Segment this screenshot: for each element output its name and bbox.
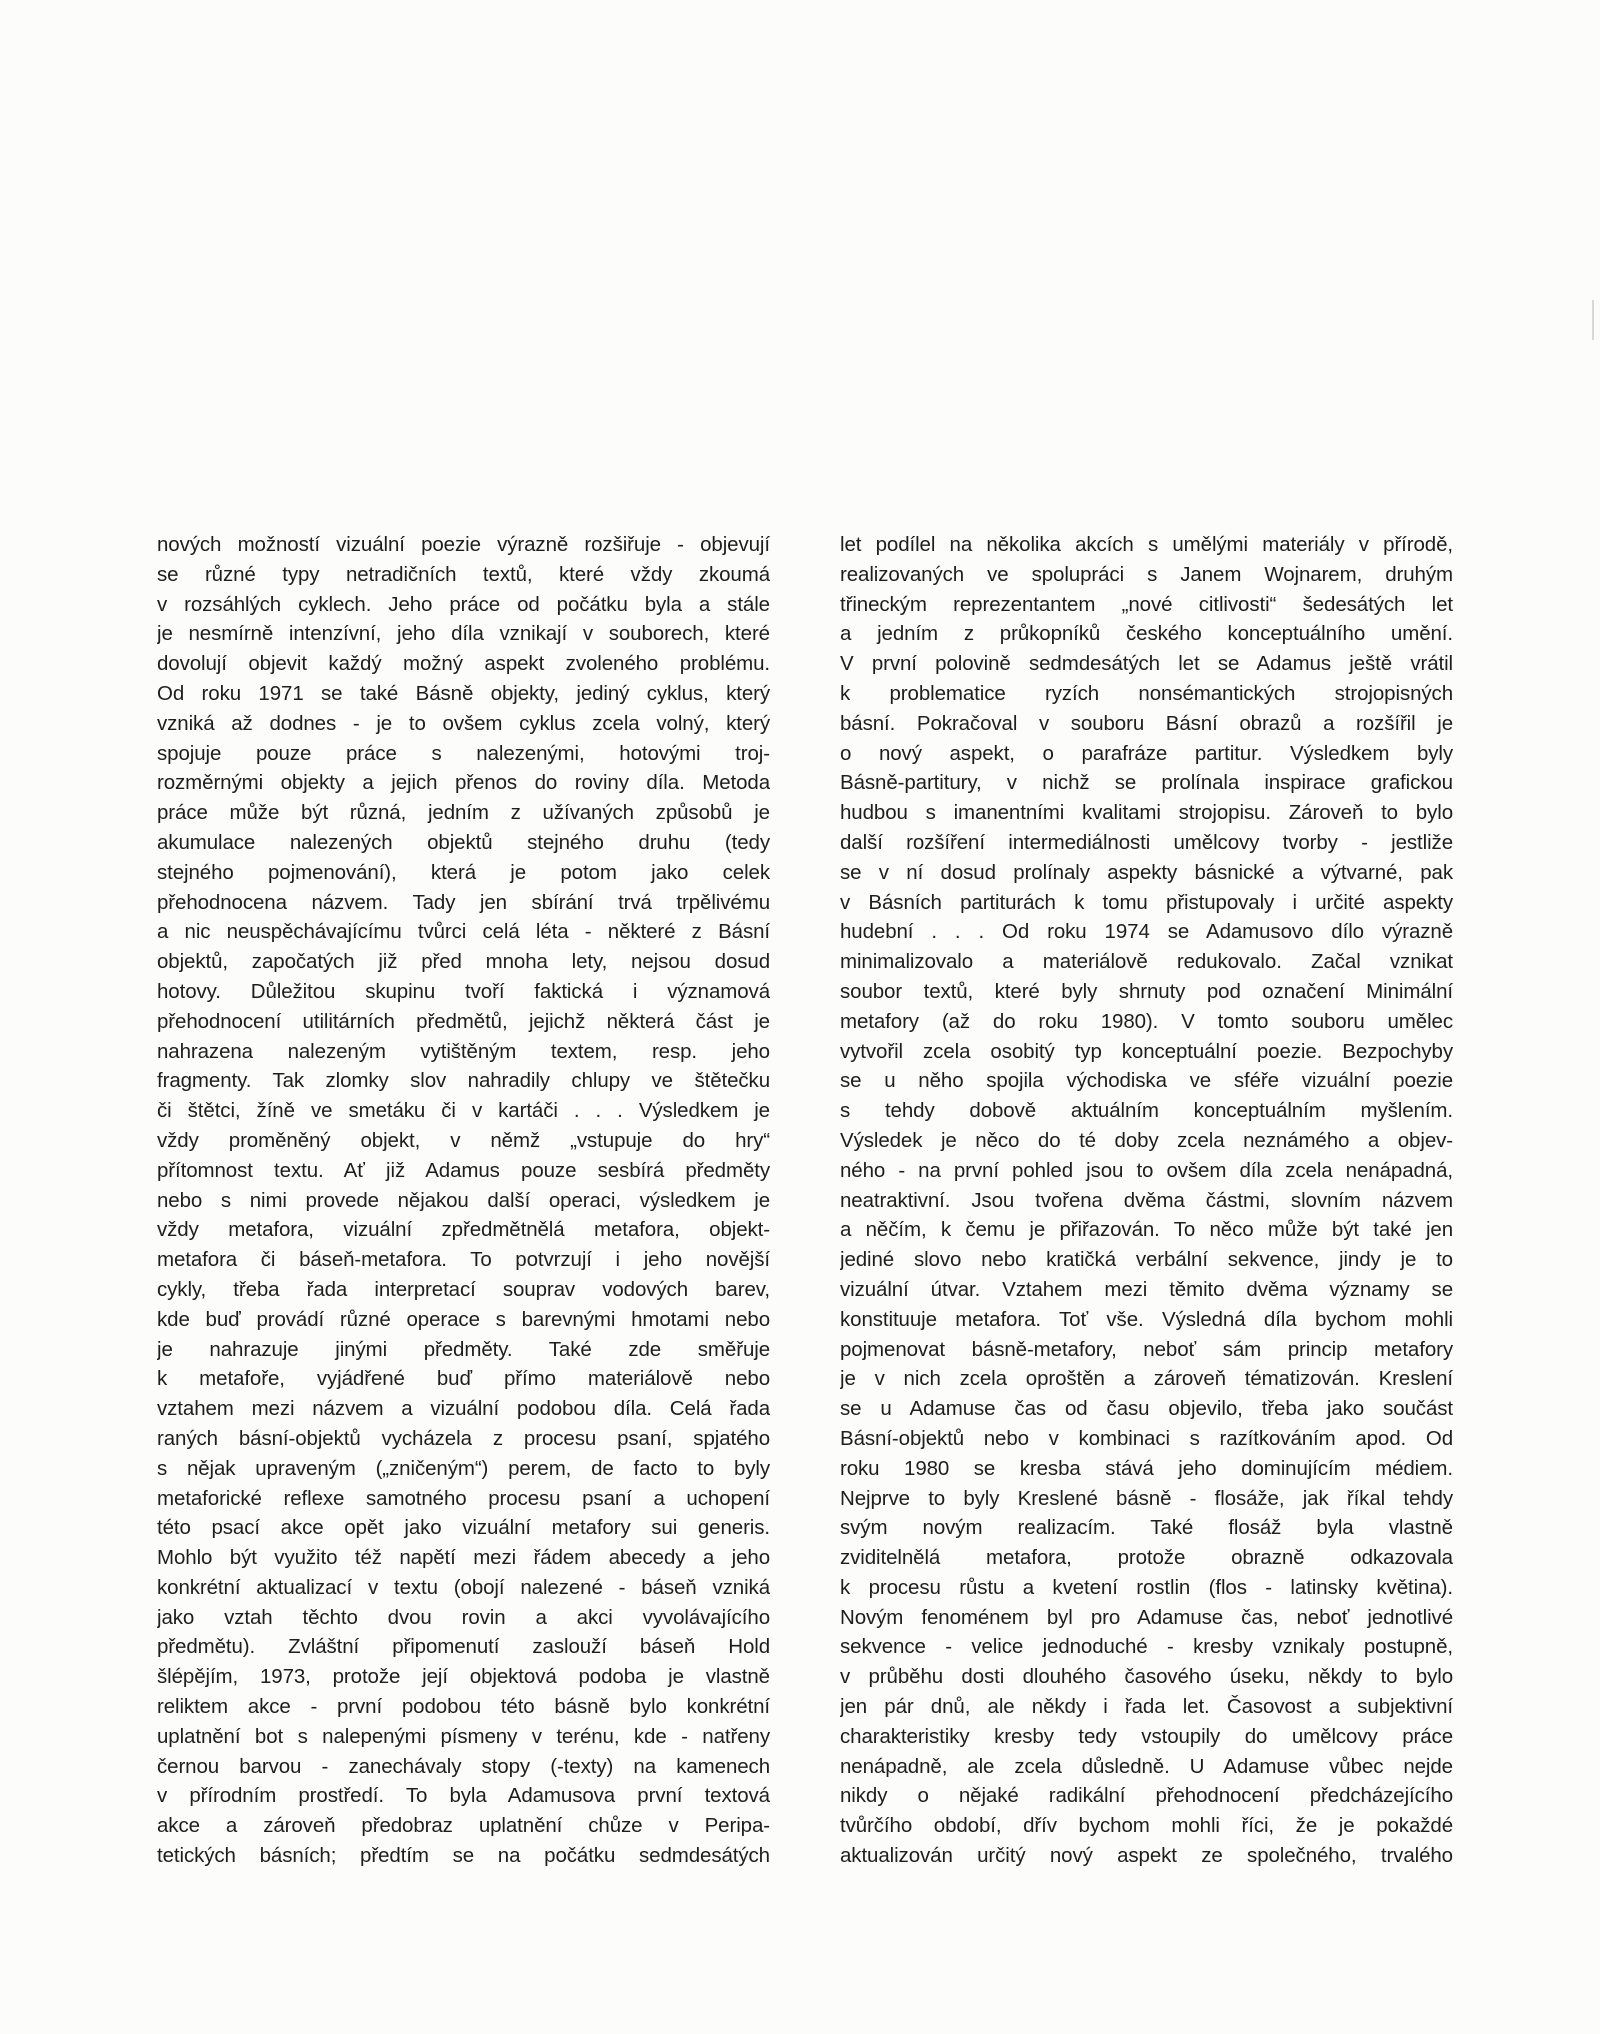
text-line: s nějak upraveným („zničeným“) perem, de facto to byly: [157, 1456, 770, 1480]
text-line: k problematice ryzích nonsémantických strojopisných: [840, 681, 1453, 705]
text-line: soubor textů, které byly shrnuty pod označení Minimální: [840, 979, 1453, 1003]
text-line: k metafoře, vyjádřené buď přímo materiálově nebo: [157, 1367, 770, 1391]
text-line: se různé typy netradičních textů, které vždy zkoumá: [157, 562, 770, 586]
text-line: nových možností vizuální poezie výrazně rozšiřuje - objevují: [157, 533, 770, 556]
text-line: další rozšíření intermediálnosti umělcovy tvorby - jestliže: [840, 830, 1453, 854]
text-line: a jedním z průkopníků českého konceptuálního umění.: [840, 622, 1453, 646]
text-line: předmětu). Zvláštní připomenutí zaslouží báseň Hold: [157, 1635, 770, 1659]
text-line: vztahem mezi názvem a vizuální podobou díla. Celá řada: [157, 1397, 770, 1421]
text-line: tvůrčího období, dřív bychom mohli říci, že je pokaždé: [840, 1814, 1453, 1838]
text-line: rozměrnými objekty a jejich přenos do roviny díla. Metoda: [157, 771, 770, 795]
text-line: jen pár dnů, ale někdy i řada let. Časovost a subjektivní: [840, 1695, 1453, 1719]
text-line: je nesmírně intenzívní, jeho díla vznikají v souborech, které: [157, 622, 770, 646]
text-line: roku 1980 se kresba stává jeho dominujícím médiem.: [840, 1456, 1453, 1480]
text-line: jediné slovo nebo kratičká verbální sekvence, jindy je to: [840, 1248, 1453, 1272]
text-line: uplatnění bot s nalepenými písmeny v terénu, kde - natřeny: [157, 1724, 770, 1748]
text-line: černou barvou - zanechávaly stopy (-texty) na kamenech: [157, 1754, 770, 1778]
text-line: vizuální útvar. Vztahem mezi těmito dvěma významy se: [840, 1277, 1453, 1301]
text-line: jako vztah těchto dvou rovin a akci vyvolávajícího: [157, 1605, 770, 1629]
text-line: vytvořil zcela osobitý typ konceptuální poezie. Bezpochyby: [840, 1039, 1453, 1063]
text-line: fragmenty. Tak zlomky slov nahradily chlupy ve štětečku: [157, 1069, 770, 1093]
text-line: této psací akce opět jako vizuální metafory sui generis.: [157, 1516, 770, 1540]
text-line: Básní-objektů nebo v kombinaci s razítkováním apod. Od: [840, 1426, 1453, 1450]
text-line: raných básní-objektů vycházela z procesu psaní, spjatého: [157, 1426, 770, 1450]
text-line: neatraktivní. Jsou tvořena dvěma částmi, slovním názvem: [840, 1188, 1453, 1212]
text-line: svým novým realizacím. Také flosáž byla vlastně: [840, 1516, 1453, 1540]
left-text-column: [157, 530, 770, 1871]
text-line: či štětci, žíně ve smetáku či v kartáči . . . Výsledkem je: [157, 1099, 770, 1123]
text-line: je nahrazuje jinými předměty. Také zde směřuje: [157, 1337, 770, 1361]
text-line: přehodnocení utilitárních předmětů, jejichž některá část je: [157, 1009, 770, 1033]
text-line: reliktem akce - první podobou této básně bylo konkrétní: [157, 1695, 770, 1719]
text-line: v rozsáhlých cyklech. Jeho práce od počátku byla a stále: [157, 592, 770, 616]
text-line: práce může být různá, jedním z užívaných způsobů je: [157, 801, 770, 825]
text-line: se v ní dosud prolínaly aspekty básnické a výtvarné, pak: [840, 860, 1453, 884]
text-line: let podílel na několika akcích s umělými materiály v přírodě,: [840, 533, 1453, 556]
text-line: třineckým reprezentantem „nové citlivosti“ šedesátých let: [840, 592, 1453, 616]
text-line: cykly, třeba řada interpretací souprav vodových barev,: [157, 1277, 770, 1301]
text-line: se u Adamuse čas od času objevilo, třeba jako součást: [840, 1397, 1453, 1421]
text-line: Novým fenoménem byl pro Adamuse čas, neboť jednotlivé: [840, 1605, 1453, 1629]
text-line: vždy metafora, vizuální zpředmětnělá metafora, objekt-: [157, 1218, 770, 1242]
text-line: je v nich zcela oproštěn a zároveň tématizován. Kreslení: [840, 1367, 1453, 1391]
text-line: vždy proměněný objekt, v němž „vstupuje do hry“: [157, 1128, 770, 1152]
text-line: spojuje pouze práce s nalezenými, hotovými troj-: [157, 741, 770, 765]
text-line: a něčím, k čemu je přiřazován. To něco může být také jen: [840, 1218, 1453, 1242]
text-line: se u něho spojila východiska ve sféře vizuální poezie: [840, 1069, 1453, 1093]
text-line: přehodnocena názvem. Tady jen sbírání trvá trpělivému: [157, 890, 770, 914]
text-line: ného - na první pohled jsou to ovšem díla zcela nenápadná,: [840, 1158, 1453, 1182]
text-line: o nový aspekt, o parafráze partitur. Výsledkem byly: [840, 741, 1453, 765]
text-line: hotovy. Důležitou skupinu tvoří faktická i významová: [157, 979, 770, 1003]
text-line: k procesu růstu a kvetení rostlin (flos - latinsky květina).: [840, 1575, 1453, 1599]
text-line: metaforické reflexe samotného procesu psaní a uchopení: [157, 1486, 770, 1510]
text-line: nikdy o nějaké radikální přehodnocení předcházejícího: [840, 1784, 1453, 1808]
text-line: v průběhu dosti dlouhého časového úseku, někdy to bylo: [840, 1665, 1453, 1689]
text-line: Výsledek je něco do té doby zcela neznámého a objev-: [840, 1128, 1453, 1152]
text-line: konstituuje metafora. Toť vše. Výsledná díla bychom mohli: [840, 1307, 1453, 1331]
text-line: metafory (až do roku 1980). V tomto souboru umělec: [840, 1009, 1453, 1033]
text-line: Od roku 1971 se také Básně objekty, jediný cyklus, který: [157, 681, 770, 705]
text-line: Básně-partitury, v nichž se prolínala inspirace grafickou: [840, 771, 1453, 795]
text-line: tetických básních; předtím se na počátku sedmdesátých: [157, 1844, 770, 1868]
text-line: objektů, započatých již před mnoha lety, nejsou dosud: [157, 950, 770, 974]
text-line: pojmenovat básně-metafory, neboť sám princip metafory: [840, 1337, 1453, 1361]
text-line: akce a zároveň předobraz uplatnění chůze v Peripa-: [157, 1814, 770, 1838]
text-line: stejného pojmenování), která je potom jako celek: [157, 860, 770, 884]
text-line: nahrazena nalezeným vytištěným textem, resp. jeho: [157, 1039, 770, 1063]
text-line: Mohlo být využito též napětí mezi řádem abecedy a jeho: [157, 1546, 770, 1570]
text-line: akumulace nalezených objektů stejného druhu (tedy: [157, 830, 770, 854]
text-line: kde buď provádí různé operace s barevnými hmotami nebo: [157, 1307, 770, 1331]
text-line: šlépějím, 1973, protože její objektová podoba je vlastně: [157, 1665, 770, 1689]
text-line: minimalizovalo a materiálově redukovalo. Začal vznikat: [840, 950, 1453, 974]
text-line: hudební . . . Od roku 1974 se Adamusovo dílo výrazně: [840, 920, 1453, 944]
text-line: realizovaných ve spolupráci s Janem Wojnarem, druhým: [840, 562, 1453, 586]
text-line: v Básních partiturách k tomu přistupovaly i určité aspekty: [840, 890, 1453, 914]
text-line: aktualizován určitý nový aspekt ze společného, trvalého: [840, 1844, 1453, 1868]
text-line: s tehdy dobově aktuálním konceptuálním myšlením.: [840, 1099, 1453, 1123]
text-line: nebo s nimi provede nějakou další operaci, výsledkem je: [157, 1188, 770, 1212]
text-line: básní. Pokračoval v souboru Básní obrazů a rozšířil je: [840, 711, 1453, 735]
text-line: metafora či báseň-metafora. To potvrzují i jeho novější: [157, 1248, 770, 1272]
text-line: sekvence - velice jednoduché - kresby vznikaly postupně,: [840, 1635, 1453, 1659]
text-line: vzniká až dodnes - je to ovšem cyklus zcela volný, který: [157, 711, 770, 735]
text-line: přítomnost textu. Ať již Adamus pouze sesbírá předměty: [157, 1158, 770, 1182]
text-line: konkrétní aktualizací v textu (obojí nalezené - báseň vzniká: [157, 1575, 770, 1599]
text-line: dovolují objevit každý možný aspekt zvoleného problému.: [157, 652, 770, 676]
text-line: nenápadně, ale zcela důsledně. U Adamuse vůbec nejde: [840, 1754, 1453, 1778]
text-line: zviditelnělá metafora, protože obrazně odkazovala: [840, 1546, 1453, 1570]
scan-edge-mark: [1592, 300, 1594, 340]
text-line: charakteristiky kresby tedy vstoupily do umělcovy práce: [840, 1724, 1453, 1748]
text-line: v přírodním prostředí. To byla Adamusova první textová: [157, 1784, 770, 1808]
text-line: a nic neuspěchávajícímu tvůrci celá léta - některé z Básní: [157, 920, 770, 944]
right-text-column: [840, 530, 1453, 1871]
text-line: V první polovině sedmdesátých let se Adamus ještě vrátil: [840, 652, 1453, 676]
text-line: Nejprve to byly Kreslené básně - flosáže, jak říkal tehdy: [840, 1486, 1453, 1510]
text-line: hudbou s imanentními kvalitami strojopisu. Zároveň to bylo: [840, 801, 1453, 825]
